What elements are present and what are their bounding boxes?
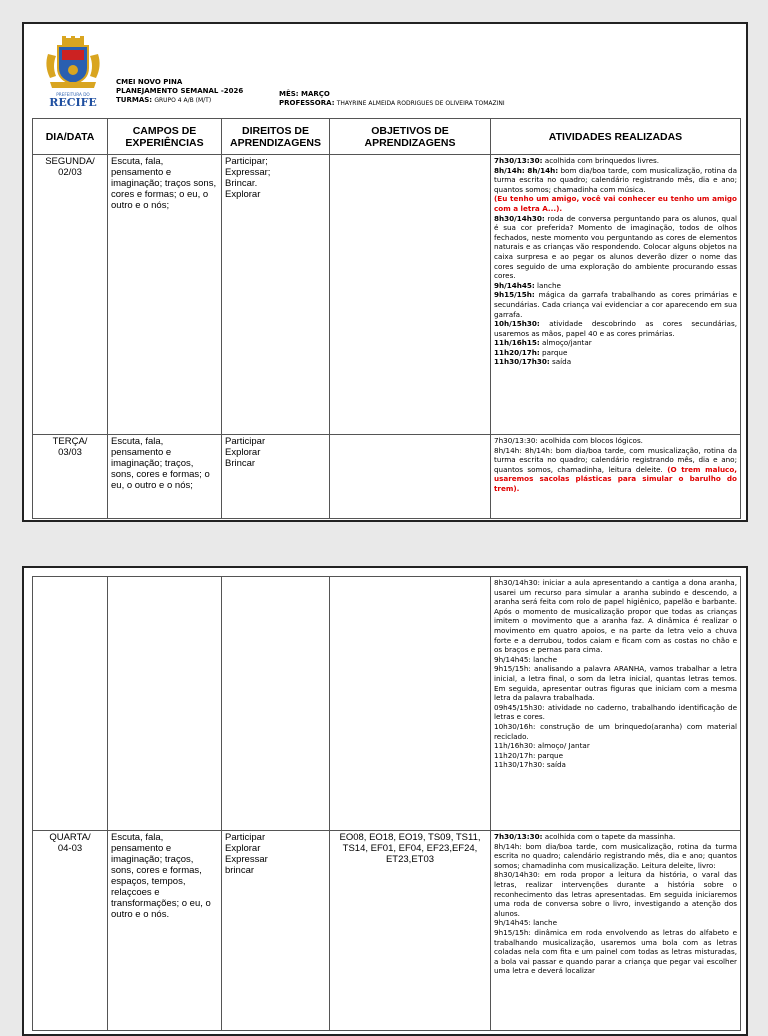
table-row-quarta	[33, 831, 741, 1031]
plan-title: PLANEJAMENTO SEMANAL -2026	[116, 87, 244, 95]
activity-item: 9h15/15h: analisando a palavra ARANHA, vamos trabalhar a letra inicial, a letra final, o som da letra inicial, quantas letras temos. Em seguida, apresentar outras figuras que iniciam com a mesma letra da palavra trabalhada.	[494, 664, 737, 703]
activity-item: 11h20/17h: parque	[494, 750, 564, 760]
empty-cell	[33, 577, 108, 831]
atividades-cell	[491, 577, 741, 831]
planning-table-page-2	[32, 576, 741, 1031]
header-dia-data: DIA/DATA	[33, 119, 108, 155]
table-row-terca	[33, 435, 741, 519]
page-1	[22, 22, 748, 522]
direitos-cell	[222, 155, 330, 435]
activity-highlight: (Eu tenho um amigo, você vai conhecer eu tenho um amigo com a letra A...).	[494, 194, 737, 213]
direito-item: Explorar	[225, 189, 261, 200]
activity-item: 9h/14h45: lanche	[494, 654, 557, 664]
activity-item: 8h30/14h30: roda de conversa perguntando para os alunos, qual é sua cor preferida? Momento de imaginação, todos de olhos fechados, neste momento vou perguntando as cores de elementos naturais e as crianças vão respondendo. Colocar alguns objetos na caixa surpresa e ao pegar os alunos deverão dizer o nome das cores seguido de uma exploração do ambiente procurando essas cores.	[494, 213, 737, 281]
empty-cell	[330, 577, 491, 831]
empty-cell	[222, 577, 330, 831]
svg-text:PREFEITURA DO: PREFEITURA DO	[56, 92, 90, 97]
activity-item: 10h30/16h: construção de um brinquedo(aranha) com material reciclado.	[494, 721, 737, 741]
activity-item: 7h30/13:30: acolhida com blocos lógicos.	[494, 436, 643, 445]
direito-item: Brincar	[225, 458, 256, 469]
direito-item: Participar	[225, 436, 266, 447]
direito-item: Participar;	[225, 156, 268, 167]
direito-item: brincar	[225, 865, 255, 876]
header-campos: CAMPOS DE EXPERIÊNCIAS	[108, 119, 222, 155]
objetivos-cell: EO08, EO18, EO19, TS09, TS11, TS14, EF01, EF04, EF23,EF24, ET23,ET03	[330, 831, 491, 1031]
campos-cell: Escuta, fala, pensamento e imaginação; traços, sons, cores e formas, espaços, tempos, relaçcoes e transformações; o eu, o outro e o nós.	[108, 831, 222, 1031]
turmas-value: GRUPO 4 A/B (M/T)	[154, 97, 212, 104]
activity-item: 8h/14h: bom dia/boa tarde, com musicalização, rotina da turma escrita no quadro; calendário registrando mês, dia e ano; quantos somos; chamadinha com musicalização. Leitura deleite, livro:	[494, 841, 737, 870]
activity-item: 11h30/17h30: saída	[494, 760, 566, 770]
day-cell	[33, 831, 108, 1031]
empty-cell	[108, 577, 222, 831]
atividades-cell	[491, 435, 741, 519]
activity-item: 8h30/14h30: iniciar a aula apresentando a cantiga a dona aranha, usarei um recurso para simular a aranha subindo e descendo, a aranha será feita com rolo de papel higiênico, papelão e barbante. Após o momento de musicalização propor que todas as crianças imitem o movimento que a aranha faz. A dinâmica é realizar o movimento em quatro apoios, e na parte da letra veio a chuva forte e a derrubou, todos caiam e ficam com as costas no chão e os braços e pernas para cima.	[494, 578, 737, 655]
atividades-cell	[491, 831, 741, 1031]
table-row-segunda	[33, 155, 741, 435]
turmas-label: TURMAS:	[116, 96, 153, 104]
direito-item: Expressar	[225, 854, 268, 865]
header-direitos: DIREITOS DE APRENDIZAGENS	[222, 119, 330, 155]
header-right-info	[279, 90, 505, 108]
day-name: QUARTA/	[49, 832, 91, 843]
document-header	[34, 34, 734, 114]
day-name: TERÇA/	[52, 436, 88, 447]
activity-item: 7h30/13:30: acolhida com brinquedos livres.	[494, 156, 660, 165]
direito-item: Explorar	[225, 447, 261, 458]
svg-text:RECIFE: RECIFE	[49, 96, 97, 106]
activity-item: 8h/14h: 8h/14h: bom dia/boa tarde, com musicalização, rotina da turma escrita no quadro; calendário registrando mês, dia e ano; quantos somos; chamadinha com música.	[494, 165, 737, 194]
activity-item: 9h/14h45: lanche	[494, 918, 557, 928]
activity-item: 8h30/14h30: em roda propor a leitura da história, o varal das letras, realizar intervenções durante a história sobre o reconhecimento das letras apresentadas. Em seguida iniciaremos uma roda de conversa sobre o livro, investigando a atenção dos alunos.	[494, 870, 737, 918]
direitos-cell	[222, 435, 330, 519]
table-row-terca-continuation	[33, 577, 741, 831]
activity-item: 10h/15h30: atividade descobrindo as cores secundárias, usaremos as mãos, papel 40 e as cores primárias.	[494, 319, 737, 338]
school-name: CMEI NOVO PINA	[116, 78, 183, 86]
activity-item: 7h30/13:30: acolhida com o tapete da massinha.	[494, 832, 676, 841]
day-name: SEGUNDA/	[45, 156, 95, 167]
atividades-cell	[491, 155, 741, 435]
recife-coat-of-arms-logo	[40, 36, 108, 106]
direito-item: Explorar	[225, 843, 261, 854]
direito-item: Expressar;	[225, 167, 271, 178]
campos-cell: Escuta, fala, pensamento e imaginação; traços sons, cores e formas; o eu, o outro e o nós;	[108, 155, 222, 435]
objetivos-cell	[330, 435, 491, 519]
table-header-row	[33, 119, 741, 155]
teacher-name: THAYRINE ALMEIDA RODRIGUES DE OLIVEIRA TOMAZINI	[336, 100, 505, 107]
activity-item: 9h15/15h: mágica da garrafa trabalhando as cores primárias e secundárias. Cada criança vai evidenciar a cor aparecendo em sua garrafa.	[494, 290, 737, 319]
activity-item: 8h/14h: 8h/14h: bom dia/boa tarde, com musicalização, rotina da turma escrita no quadro; calendário registrando mês, dia e ano; quantos somos, chamadinha, leitura deleite. (O trem maluco, usaremos sacolas plásticas para simular o barulho do trem).	[494, 445, 737, 493]
header-left-info	[116, 78, 243, 105]
objetivos-cell	[330, 155, 491, 435]
activity-item: 11h/16h30: almoço/ Jantar	[494, 741, 590, 751]
activity-item: 11h20/17h: parque	[494, 347, 568, 357]
day-date: 03/03	[58, 447, 82, 458]
day-date: 02/03	[58, 167, 82, 178]
day-cell	[33, 155, 108, 435]
month-label: MÊS: MARÇO	[279, 90, 330, 98]
activity-item: 11h30/17h30: saída	[494, 357, 572, 367]
header-atividades: ATIVIDADES REALIZADAS	[491, 119, 741, 155]
page-2	[22, 566, 748, 1036]
direito-item: Participar	[225, 832, 266, 843]
day-cell	[33, 435, 108, 519]
day-date: 04-03	[57, 843, 83, 854]
activity-item: 9h15/15h: dinâmica em roda envolvendo as letras do alfabeto e trabalhando musicalização, usaremos uma bola com as letras coladas nela com fita e um painel com todas as letras misturadas, a bola vai passar e quando parar a criança que pegar vai escolher uma letra e deverá localizar	[494, 927, 737, 976]
activity-item: 09h45/15h30: atividade no caderno, trabalhando identificação de letras e cores.	[494, 702, 737, 722]
direitos-cell	[222, 831, 330, 1031]
teacher-label: PROFESSORA:	[279, 99, 335, 107]
activity-item: 9h/14h45: lanche	[494, 280, 561, 290]
planning-table-page-1	[32, 118, 741, 519]
campos-cell: Escuta, fala, pensamento e imaginação; traços, sons, cores e formas; o eu, o outro e o nós;	[108, 435, 222, 519]
direito-item: Brincar.	[225, 178, 258, 189]
header-objetivos: OBJETIVOS DE APRENDIZAGENS	[330, 119, 491, 155]
activity-item: 11h/16h15: almoço/jantar	[494, 338, 592, 348]
